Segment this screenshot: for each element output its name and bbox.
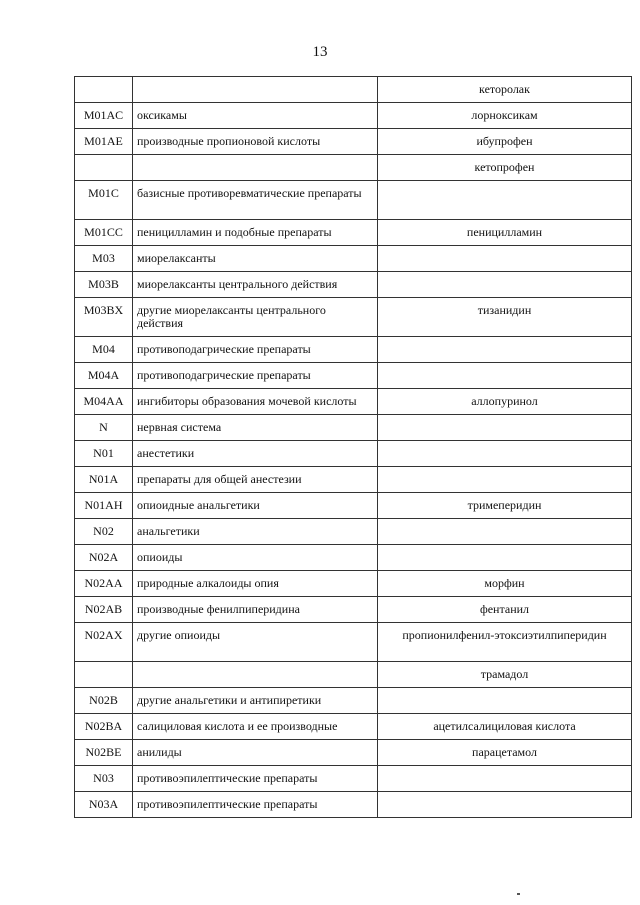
group-name-cell: анилиды (133, 740, 378, 766)
table-row (75, 246, 632, 272)
table-row (75, 766, 632, 792)
group-name-cell (133, 77, 378, 103)
atc-code-cell: M01AE (75, 129, 133, 155)
table-row (75, 623, 632, 662)
group-name-cell: противоподагрические препараты (133, 337, 378, 363)
drug-name-cell (378, 363, 632, 389)
table-row (75, 662, 632, 688)
drug-name-cell: кеторолак (378, 77, 632, 103)
atc-code-cell: N01A (75, 467, 133, 493)
group-name-cell: производные фенилпиперидина (133, 597, 378, 623)
atc-code-cell: N01 (75, 441, 133, 467)
scan-artifact (517, 893, 520, 895)
table-row (75, 415, 632, 441)
drug-name-cell (378, 415, 632, 441)
drug-name-cell (378, 441, 632, 467)
group-name-cell: опиоиды (133, 545, 378, 571)
group-name-cell: миорелаксанты (133, 246, 378, 272)
group-name-cell: производные пропионовой кислоты (133, 129, 378, 155)
page-number: 13 (312, 44, 328, 60)
table-row (75, 363, 632, 389)
atc-code-cell: N02AB (75, 597, 133, 623)
table-row (75, 103, 632, 129)
atc-code-cell (75, 77, 133, 103)
atc-code-cell: M04 (75, 337, 133, 363)
table-row (75, 714, 632, 740)
atc-code-cell: M01C (75, 181, 133, 220)
table-row (75, 441, 632, 467)
atc-code-cell: N03 (75, 766, 133, 792)
drug-name-cell: парацетамол (378, 740, 632, 766)
drug-name-cell (378, 766, 632, 792)
drug-name-cell: тизанидин (378, 298, 632, 337)
atc-code-cell: N02BA (75, 714, 133, 740)
drug-name-cell (378, 545, 632, 571)
atc-code-cell: M03 (75, 246, 133, 272)
table-row (75, 571, 632, 597)
group-name-cell: противоэпилептические препараты (133, 766, 378, 792)
atc-code-cell (75, 155, 133, 181)
table-row (75, 493, 632, 519)
drug-name-cell: пропионилфенил-этоксиэтилпиперидин (378, 623, 632, 662)
drug-name-cell (378, 181, 632, 220)
drug-name-cell: трамадол (378, 662, 632, 688)
atc-code-cell: M03B (75, 272, 133, 298)
atc-code-cell: N02BE (75, 740, 133, 766)
drug-name-cell: тримеперидин (378, 493, 632, 519)
table-body (75, 77, 632, 818)
group-name-cell: природные алкалоиды опия (133, 571, 378, 597)
table-row (75, 519, 632, 545)
table-row (75, 792, 632, 818)
atc-code-cell: N02AX (75, 623, 133, 662)
table-row (75, 337, 632, 363)
table-row (75, 220, 632, 246)
drug-name-cell: морфин (378, 571, 632, 597)
table-row (75, 129, 632, 155)
table-row (75, 597, 632, 623)
table-row (75, 155, 632, 181)
atc-code-cell: N02B (75, 688, 133, 714)
group-name-cell: опиоидные анальгетики (133, 493, 378, 519)
drug-name-cell: аллопуринол (378, 389, 632, 415)
drug-name-cell (378, 272, 632, 298)
drug-name-cell (378, 688, 632, 714)
atc-code-cell: M03BX (75, 298, 133, 337)
atc-code-cell: M04AA (75, 389, 133, 415)
table-row (75, 181, 632, 220)
atc-code-cell: N03A (75, 792, 133, 818)
drug-name-cell (378, 519, 632, 545)
drug-name-cell: лорноксикам (378, 103, 632, 129)
table-row (75, 688, 632, 714)
table-row (75, 298, 632, 337)
table-row (75, 740, 632, 766)
atc-code-cell: M04A (75, 363, 133, 389)
group-name-cell: противоэпилептические препараты (133, 792, 378, 818)
atc-code-cell: N (75, 415, 133, 441)
drug-name-cell: ибупрофен (378, 129, 632, 155)
drug-name-cell (378, 337, 632, 363)
table-row (75, 389, 632, 415)
atc-code-cell: N02AA (75, 571, 133, 597)
atc-code-cell: N02A (75, 545, 133, 571)
group-name-cell (133, 155, 378, 181)
drug-name-cell: кетопрофен (378, 155, 632, 181)
group-name-cell: анальгетики (133, 519, 378, 545)
group-name-cell: противоподагрические препараты (133, 363, 378, 389)
drug-name-cell: ацетилсалициловая кислота (378, 714, 632, 740)
atc-code-cell: N02 (75, 519, 133, 545)
table-row (75, 545, 632, 571)
table-row (75, 77, 632, 103)
group-name-cell (133, 662, 378, 688)
atc-code-cell (75, 662, 133, 688)
group-name-cell: другие миорелаксанты центрального действия (133, 298, 378, 337)
group-name-cell: оксикамы (133, 103, 378, 129)
table-row (75, 467, 632, 493)
group-name-cell: ингибиторы образования мочевой кислоты (133, 389, 378, 415)
group-name-cell: базисные противоревматические препараты (133, 181, 378, 220)
atc-code-cell: M01AC (75, 103, 133, 129)
atc-code-cell: N01AH (75, 493, 133, 519)
drug-name-cell: фентанил (378, 597, 632, 623)
group-name-cell: нервная система (133, 415, 378, 441)
group-name-cell: салициловая кислота и ее производные (133, 714, 378, 740)
group-name-cell: другие опиоиды (133, 623, 378, 662)
atc-code-cell: M01CC (75, 220, 133, 246)
drug-classification-table (74, 76, 632, 818)
group-name-cell: пеницилламин и подобные препараты (133, 220, 378, 246)
drug-name-cell: пеницилламин (378, 220, 632, 246)
table-row (75, 272, 632, 298)
group-name-cell: миорелаксанты центрального действия (133, 272, 378, 298)
drug-name-cell (378, 467, 632, 493)
drug-name-cell (378, 792, 632, 818)
group-name-cell: препараты для общей анестезии (133, 467, 378, 493)
drug-name-cell (378, 246, 632, 272)
group-name-cell: другие анальгетики и антипиретики (133, 688, 378, 714)
group-name-cell: анестетики (133, 441, 378, 467)
